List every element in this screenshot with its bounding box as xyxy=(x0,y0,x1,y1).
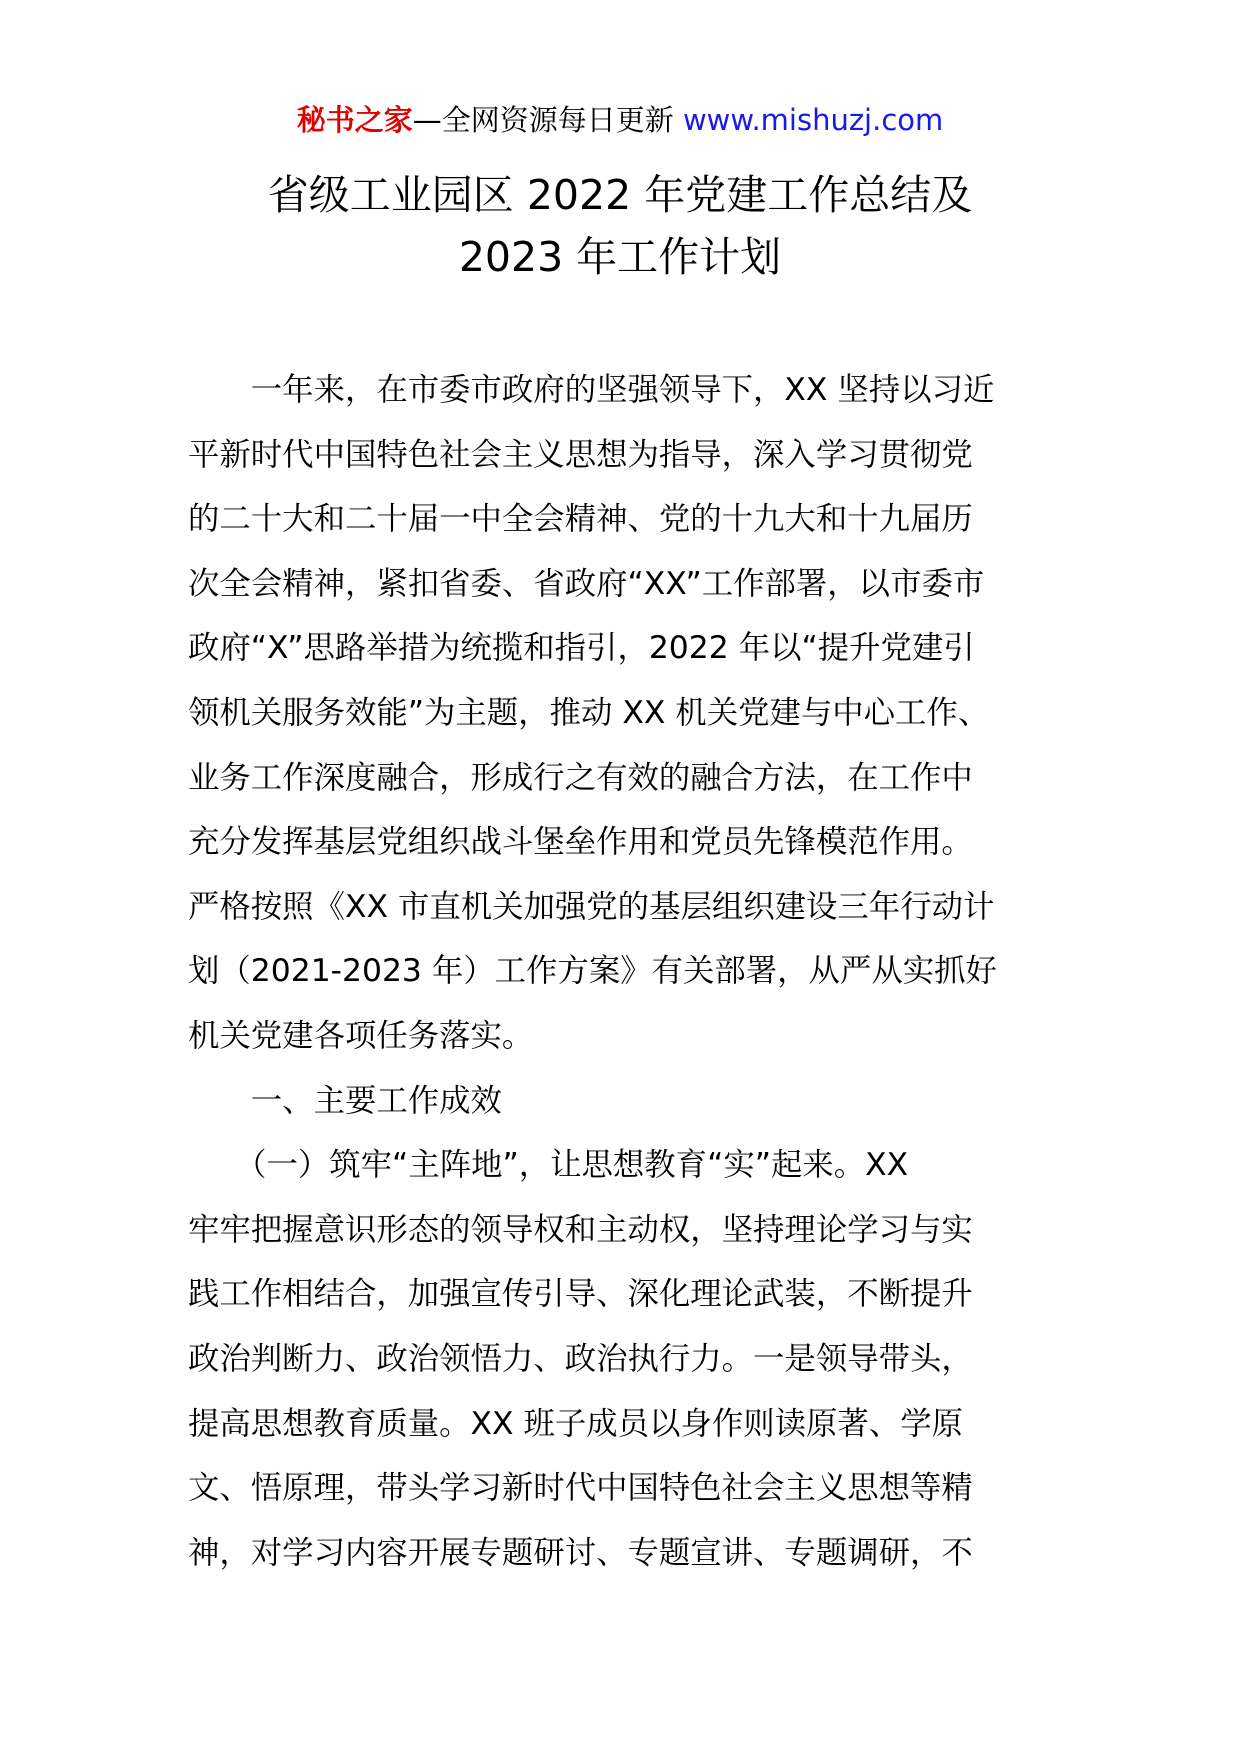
site-header xyxy=(0,100,1240,140)
body-line: 充分发挥基层党组织战斗堡垒作用和党员先锋模范作用。 xyxy=(188,824,973,861)
body-line: 机关党建各项任务落实。 xyxy=(188,1017,534,1054)
body-line: 政治判断力、政治领悟力、政治执行力。一是领导带头， xyxy=(188,1340,973,1377)
header-slogan: —全网资源每日更新 xyxy=(412,103,683,137)
body-line: （一）筑牢“主阵地”，让思想教育“实”起来。XX xyxy=(188,1147,909,1184)
body-line: 领机关服务效能”为主题，推动 XX 机关党建与中心工作、 xyxy=(188,694,990,731)
body-line: 践工作相结合，加强宣传引导、深化理论武装，不断提升 xyxy=(188,1276,973,1313)
section-heading: 一、主要工作成效 xyxy=(188,1082,502,1119)
body-line: 严格按照《XX 市直机关加强党的基层组织建设三年行动计 xyxy=(188,888,995,925)
body-line: 政府“X”思路举措为统揽和指引，2022 年以“提升党建引 xyxy=(188,630,975,667)
body-line: 的二十大和二十届一中全会精神、党的十九大和十九届历 xyxy=(188,501,973,538)
body-line: 划（2021-2023 年）工作方案》有关部署，从严从实抓好 xyxy=(188,953,997,990)
title-line-2: 2023 年工作计划 xyxy=(458,233,782,281)
body-line: 业务工作深度融合，形成行之有效的融合方法，在工作中 xyxy=(188,759,973,796)
document-title xyxy=(0,164,1240,288)
title-line-1: 省级工业园区 2022 年党建工作总结及 xyxy=(267,171,973,219)
body-line: 牢牢把握意识形态的领导权和主动权，坚持理论学习与实 xyxy=(188,1211,973,1248)
body-text xyxy=(188,358,1053,1585)
body-line: 文、悟原理，带头学习新时代中国特色社会主义思想等精 xyxy=(188,1470,973,1507)
body-line: 一年来，在市委市政府的坚强领导下，XX 坚持以习近 xyxy=(188,372,995,408)
body-line: 平新时代中国特色社会主义思想为指导，深入学习贯彻党 xyxy=(188,436,973,473)
body-line: 提高思想教育质量。XX 班子成员以身作则读原著、学原 xyxy=(188,1405,963,1442)
brand-name: 秘书之家 xyxy=(296,103,413,137)
site-url-link[interactable]: www.mishuzj.com xyxy=(682,103,944,137)
body-line: 次全会精神，紧扣省委、省政府“XX”工作部署，以市委市 xyxy=(188,565,985,602)
body-line: 神，对学习内容开展专题研讨、专题宣讲、专题调研，不 xyxy=(188,1534,973,1571)
